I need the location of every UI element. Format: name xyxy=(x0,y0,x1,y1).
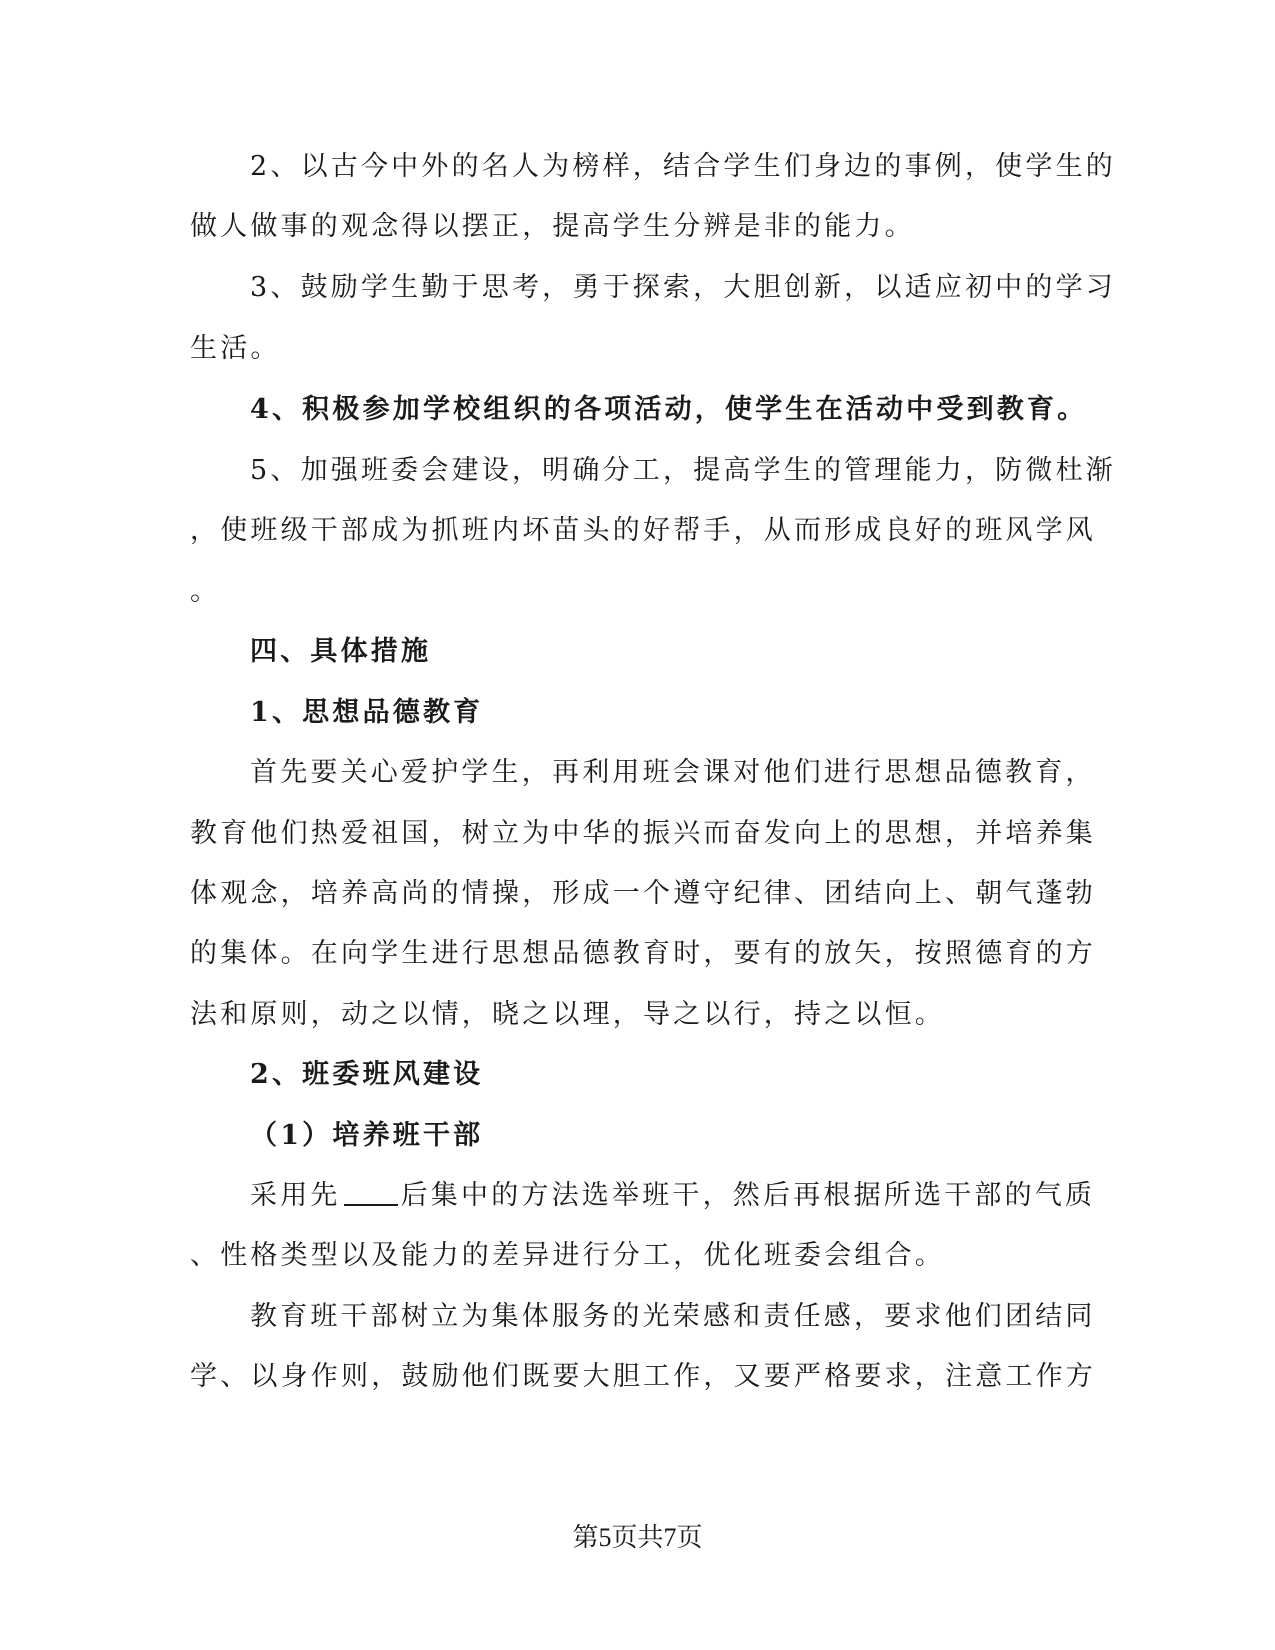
text-line-3: 3、鼓励学生勤于思考，勇于探索，大胆创新，以适应初中的学习 xyxy=(250,272,1116,303)
text-line-12: 教育他们热爱祖国，树立为中华的振兴而奋发向上的思想，并培养集 xyxy=(190,818,1096,849)
text-line-6: 5、加强班委会建设，明确分工，提高学生的管理能力，防微杜渐 xyxy=(250,455,1116,486)
text-line-14: 的集体。在向学生进行思想品德教育时，要有的放矢，按照德育的方 xyxy=(190,938,1096,969)
subheading-class-committee: 2、班委班风建设 xyxy=(250,1059,484,1090)
text-line-18 xyxy=(250,1176,1150,1216)
text-line-2: 做人做事的观念得以摆正，提高学生分辨是非的能力。 xyxy=(190,211,915,242)
text-line-18-end: 后集中的方法选举班干，然后再根据所选干部的气质 xyxy=(400,1180,1096,1211)
section-heading-measures: 四、具体措施 xyxy=(250,636,432,667)
text-line-11: 首先要关心爱护学生，再利用班会课对他们进行思想品德教育， xyxy=(250,757,1096,788)
subheading-train-cadres: （1）培养班干部 xyxy=(250,1120,484,1151)
page-number-footer: 第5页共7页 xyxy=(572,1523,703,1552)
blank-underline xyxy=(344,1177,398,1206)
text-line-15: 法和原则，动之以情，晓之以理，导之以行，持之以恒。 xyxy=(190,999,945,1030)
text-line-4: 生活。 xyxy=(190,333,281,364)
text-line-7: ，使班级干部成为抓班内坏苗头的好帮手，从而形成良好的班风学风 xyxy=(190,515,1096,546)
text-line-20: 教育班干部树立为集体服务的光荣感和责任感，要求他们团结同 xyxy=(250,1301,1096,1332)
text-line-18-start: 采用先 xyxy=(250,1180,341,1211)
text-line-5-bold: 4、积极参加学校组织的各项活动，使学生在活动中受到教育。 xyxy=(250,394,1088,425)
text-line-1: 2、以古今中外的名人为榜样，结合学生们身边的事例，使学生的 xyxy=(250,151,1116,182)
subheading-moral-education: 1、思想品德教育 xyxy=(250,697,484,728)
text-line-19: 、性格类型以及能力的差异进行分工，优化班委会组合。 xyxy=(190,1240,945,1271)
text-line-21: 学、以身作则，鼓励他们既要大胆工作，又要严格要求，注意工作方 xyxy=(190,1361,1096,1392)
text-line-13: 体观念，培养高尚的情操，形成一个遵守纪律、团结向上、朝气蓬勃 xyxy=(190,878,1096,909)
text-line-8: 。 xyxy=(190,576,221,607)
